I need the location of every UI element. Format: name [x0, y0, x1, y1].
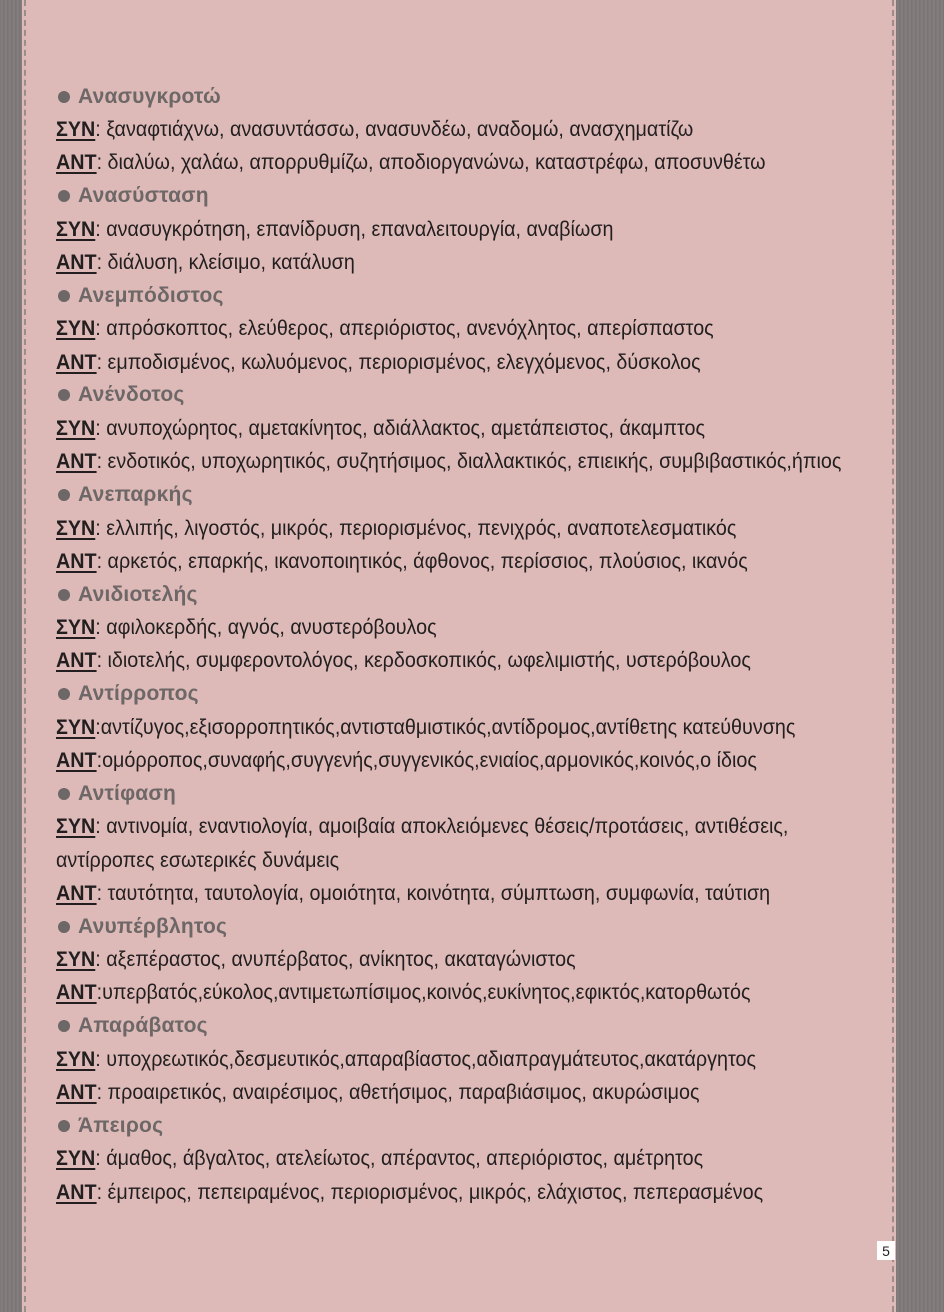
antonyms-line: [56, 1076, 836, 1109]
bullet-icon: [58, 1120, 70, 1132]
syn-label: ΣΥΝ: [56, 948, 96, 972]
syn-label: ΣΥΝ: [56, 616, 96, 640]
entry-headword: [56, 1010, 886, 1043]
antonyms-text: :υπερβατός,εύκολος,αντιμετωπίσιμος,κοινός,ευκίνητος,εφικτός,κατορθωτός: [96, 981, 751, 1005]
synonyms-line: [56, 711, 836, 744]
synonyms-text: : άμαθος, άβγαλτος, ατελείωτος, απέραντος, απεριόριστος, αμέτρητος: [95, 1147, 704, 1171]
headword-text: Ανεμπόδιστος: [78, 283, 224, 307]
syn-label: ΣΥΝ: [56, 217, 96, 241]
synonyms-line: [56, 213, 836, 246]
headword-text: Ανυπέρβλητος: [78, 914, 228, 938]
entry: [56, 279, 886, 379]
right-stitch-line: [892, 0, 894, 1312]
synonyms-line: [56, 611, 836, 644]
entry-headword: [56, 578, 886, 611]
antonyms-text: : έμπειρος, πεπειραμένος, περιορισμένος, μικρός, ελάχιστος, πεπερασμένος: [96, 1180, 764, 1204]
bullet-icon: [58, 589, 70, 601]
entry: [56, 180, 886, 280]
left-binding-strip: [0, 0, 22, 1312]
entry-headword: [56, 678, 886, 711]
ant-label: ΑΝΤ: [56, 748, 97, 772]
entry: [56, 910, 886, 1010]
antonyms-line: [56, 976, 836, 1009]
headword-text: Ανιδιοτελής: [78, 582, 198, 606]
antonyms-text: : διάλυση, κλείσιμο, κατάλυση: [96, 250, 355, 274]
bullet-icon: [58, 921, 70, 933]
antonyms-text: : ιδιοτελής, συμφεροντολόγος, κερδοσκοπικός, ωφελιμιστής, υστερόβουλος: [96, 649, 751, 673]
synonyms-text: : αντινομία, εναντιολογία, αμοιβαία αποκλειόμενες θέσεις/προτάσεις, αντιθέσεις, αντίρροπες εσωτερικές δυνάμεις: [56, 815, 789, 872]
synonyms-text: :αντίζυγος,εξισορροπητικός,αντισταθμιστικός,αντίδρομος,αντίθετης κατεύθυνσης: [95, 715, 796, 739]
antonyms-text: : ταυτότητα, ταυτολογία, ομοιότητα, κοινότητα, σύμπτωση, συμφωνία, ταύτιση: [96, 881, 771, 905]
antonyms-line: [56, 246, 836, 279]
entry-headword: [56, 180, 886, 213]
antonyms-text: : αρκετός, επαρκής, ικανοποιητικός, άφθονος, περίσσιος, πλούσιος, ικανός: [96, 549, 748, 573]
headword-text: Ανασυγκροτώ: [78, 84, 221, 108]
bullet-icon: [58, 788, 70, 800]
syn-label: ΣΥΝ: [56, 815, 96, 839]
ant-label: ΑΝΤ: [56, 881, 97, 905]
bullet-icon: [58, 489, 70, 501]
ant-label: ΑΝΤ: [56, 250, 97, 274]
antonyms-text: : προαιρετικός, αναιρέσιμος, αθετήσιμος, παραβιάσιμος, ακυρώσιμος: [96, 1080, 700, 1104]
ant-label: ΑΝΤ: [56, 350, 97, 374]
entry-headword: [56, 379, 886, 412]
antonyms-line: [56, 146, 836, 179]
ant-label: ΑΝΤ: [56, 649, 97, 673]
headword-text: Ανεπαρκής: [78, 482, 193, 506]
syn-label: ΣΥΝ: [56, 1147, 96, 1171]
synonyms-text: : ανασυγκρότηση, επανίδρυση, επαναλειτουργία, αναβίωση: [95, 217, 614, 241]
synonyms-line: [56, 412, 836, 445]
right-binding-strip: [896, 0, 944, 1312]
headword-text: Ανασύσταση: [78, 184, 209, 208]
synonyms-text: : υποχρεωτικός,δεσμευτικός,απαραβίαστος,αδιαπραγμάτευτος,ακατάργητος: [95, 1047, 756, 1071]
syn-label: ΣΥΝ: [56, 416, 96, 440]
headword-text: Απαράβατος: [78, 1014, 208, 1038]
entry-headword: [56, 279, 886, 312]
antonyms-line: [56, 877, 836, 910]
headword-text: Άπειρος: [78, 1113, 164, 1137]
headword-text: Ανένδοτος: [78, 383, 185, 407]
antonyms-line: [56, 644, 836, 677]
syn-label: ΣΥΝ: [56, 715, 96, 739]
entry: [56, 1109, 886, 1209]
synonyms-line: [56, 1142, 836, 1175]
antonyms-text: :ομόρροπος,συναφής,συγγενής,συγγενικός,ενιαίος,αρμονικός,κοινός,ο ίδιος: [96, 748, 757, 772]
entry-headword: [56, 478, 886, 511]
bullet-icon: [58, 389, 70, 401]
synonyms-line: [56, 512, 836, 545]
synonyms-text: : αξεπέραστος, ανυπέρβατος, ανίκητος, ακαταγώνιστος: [95, 948, 576, 972]
syn-label: ΣΥΝ: [56, 516, 96, 540]
syn-label: ΣΥΝ: [56, 118, 96, 142]
bullet-icon: [58, 91, 70, 103]
antonyms-line: [56, 545, 836, 578]
entry: [56, 80, 886, 180]
bullet-icon: [58, 190, 70, 202]
entry-headword: [56, 1109, 886, 1142]
ant-label: ΑΝΤ: [56, 549, 97, 573]
ant-label: ΑΝΤ: [56, 450, 97, 474]
entry-headword: [56, 777, 886, 810]
synonyms-text: : αφιλοκερδής, αγνός, ανυστερόβουλος: [95, 616, 437, 640]
synonyms-line: [56, 1043, 836, 1076]
bullet-icon: [58, 1020, 70, 1032]
synonyms-text: : ξαναφτιάχνω, ανασυντάσσω, ανασυνδέω, αναδομώ, ανασχηματίζω: [95, 118, 694, 142]
antonyms-line: [56, 744, 836, 777]
ant-label: ΑΝΤ: [56, 1180, 97, 1204]
bullet-icon: [58, 688, 70, 700]
ant-label: ΑΝΤ: [56, 151, 97, 175]
synonyms-line: [56, 810, 883, 876]
synonyms-line: [56, 113, 836, 146]
entry: [56, 777, 886, 910]
antonyms-line: [56, 1176, 836, 1209]
headword-text: Αντίρροπος: [78, 682, 199, 706]
synonyms-text: : ανυποχώρητος, αμετακίνητος, αδιάλλακτος, αμετάπειστος, άκαμπτος: [95, 416, 705, 440]
antonyms-text: : εμποδισμένος, κωλυόμενος, περιορισμένος, ελεγχόμενος, δύσκολος: [96, 350, 701, 374]
antonyms-line: [56, 445, 842, 478]
entry: [56, 478, 886, 578]
headword-text: Αντίφαση: [78, 781, 176, 805]
entry: [56, 379, 886, 479]
syn-label: ΣΥΝ: [56, 1047, 96, 1071]
entry-headword: [56, 910, 886, 943]
ant-label: ΑΝΤ: [56, 1080, 97, 1104]
page-number: 5: [877, 1241, 895, 1260]
synonyms-line: [56, 312, 836, 345]
entry: [56, 678, 886, 778]
bullet-icon: [58, 290, 70, 302]
antonyms-line: [56, 346, 836, 379]
page-paper: [22, 0, 896, 1312]
left-stitch-line: [24, 0, 26, 1312]
synonyms-text: : ελλιπής, λιγοστός, μικρός, περιορισμένος, πενιχρός, αναποτελεσματικός: [95, 516, 737, 540]
antonyms-text: : ενδοτικός, υποχωρητικός, συζητήσιμος, διαλλακτικός, επιεικής, συμβιβαστικός,ήπιος: [96, 450, 842, 474]
synonyms-line: [56, 943, 836, 976]
entry-headword: [56, 80, 886, 113]
antonyms-text: : διαλύω, χαλάω, απορρυθμίζω, αποδιοργανώνω, καταστρέφω, αποσυνθέτω: [96, 151, 766, 175]
syn-label: ΣΥΝ: [56, 317, 96, 341]
entry: [56, 578, 886, 678]
synonyms-text: : απρόσκοπτος, ελεύθερος, απεριόριστος, ανενόχλητος, απερίσπαστος: [95, 317, 714, 341]
dictionary-entries: [56, 80, 886, 1209]
ant-label: ΑΝΤ: [56, 981, 97, 1005]
entry: [56, 1010, 886, 1110]
